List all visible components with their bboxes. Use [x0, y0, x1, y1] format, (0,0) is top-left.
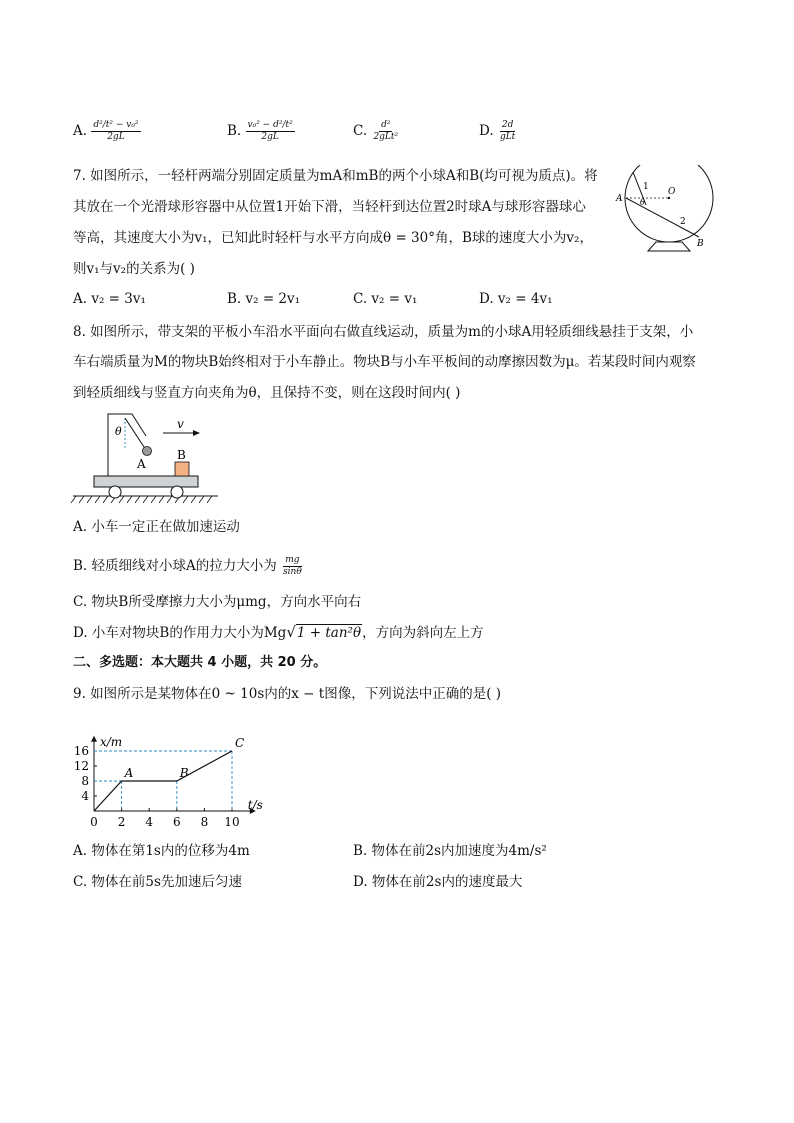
q6-option-c-label: C. [353, 123, 368, 139]
x-tick-label: 0 [90, 815, 98, 829]
cart-wheel-right [171, 486, 183, 498]
q6-option-a-fraction [91, 120, 140, 143]
q7-option-a: A. v₂ = 3v₁ [73, 291, 146, 307]
q9-option-a: A. 物体在第1s内的位移为4m [73, 843, 250, 859]
y-tick-label: 4 [81, 789, 89, 803]
sphere-container [625, 165, 713, 242]
q8-line-3: 到轻质细线与竖直方向夹角为θ，且保持不变，则在这段时间内( ) [73, 385, 461, 401]
q6-option-c-fraction [371, 120, 400, 143]
q6-option-d-numerator: 2d [501, 120, 514, 130]
block-b [175, 462, 189, 476]
q8-option-d-radicand: 1 + tan²θ [296, 625, 362, 641]
q8-line-1: 8. 如图所示，带支架的平板小车沿水平面向右做直线运动，质量为m的小球A用轻质细线悬挂于支架，小 [73, 324, 694, 340]
q9-option-b: B. 物体在前2s内加速度为4m/s² [353, 843, 547, 859]
q9-option-c: C. 物体在前5s先加速后匀速 [73, 874, 242, 890]
q8-option-b-fraction [281, 555, 304, 578]
q6-option-c-denominator: 2gLt² [373, 132, 399, 142]
q8-option-d-text: D. 小车对物块B的作用力大小为Mg [73, 625, 287, 641]
q9-line-1: 9. 如图所示是某物体在0 ~ 10s内的x − t图像，下列说法中正确的是( ) [73, 686, 502, 702]
label-b: B [177, 448, 186, 462]
q7-line-4: 则v₁与v₂的关系为( ) [73, 261, 195, 277]
label-1: 1 [643, 182, 649, 192]
rod-position-2 [626, 198, 699, 237]
q6-option-a-label: A. [73, 123, 88, 139]
q6-option-b-fraction [246, 120, 295, 143]
ground-hatch [71, 496, 212, 503]
label-v: v [177, 417, 184, 431]
label-theta: θ [115, 425, 122, 438]
q8-option-b-text: B. 轻质细线对小球A的拉力大小为 [73, 558, 277, 574]
label-a: A [616, 194, 623, 204]
velocity-arrowhead [193, 430, 200, 436]
q7-line-2: 其放在一个光滑球形容器中从位置1开始下滑，当轻杆到达位置2时球A与球形容器球心 [73, 199, 586, 215]
section-title-multiple-choice: 二、多选题：本大题共 4 小题，共 20 分。 [73, 655, 327, 670]
q8-option-b [73, 555, 304, 578]
ball-a [143, 447, 152, 456]
q7-line-1: 7. 如图所示，一轻杆两端分别固定质量为mA和mB的两个小球A和B(均可视为质点)。将 [73, 168, 598, 184]
sphere-stand [648, 242, 690, 251]
point-label-c: C [235, 736, 245, 750]
center-point [668, 197, 670, 199]
cart-plate [94, 476, 198, 487]
label-o: O [668, 187, 676, 197]
q8-option-d [73, 622, 484, 643]
cart-wheel-left [109, 486, 121, 498]
y-axis-arrow [91, 736, 97, 742]
sqrt-symbol: √ [286, 623, 296, 641]
q7-option-d: D. v₂ = 4v₁ [479, 291, 553, 307]
q6-option-a-numerator: d²/t² − v₀² [93, 120, 139, 130]
x-tick-label: 8 [200, 815, 209, 829]
x-tick-label: 2 [117, 815, 126, 829]
q6-option-a-denominator: 2gL [107, 132, 125, 142]
q6-option-d [479, 120, 517, 143]
q6-option-c [353, 120, 400, 143]
q8-option-a: A. 小车一定正在做加速运动 [73, 519, 240, 535]
q9-xt-chart [70, 713, 320, 831]
point-label-b: B [179, 766, 189, 780]
x-tick-label: 10 [224, 815, 240, 829]
q9-option-d: D. 物体在前2s内的速度最大 [353, 874, 523, 890]
q6-option-d-fraction [498, 120, 517, 143]
q6-option-c-numerator: d² [381, 120, 391, 130]
q6-option-b-denominator: 2gL [261, 132, 279, 142]
q6-option-a [73, 120, 141, 143]
q6-option-d-label: D. [479, 123, 494, 139]
q8-line-2: 车右端质量为M的物块B始终相对于小车静止。物块B与小车平板间的动摩擦因数为μ。若某段时间内观察 [73, 354, 696, 370]
y-axis-label: x/m [100, 734, 123, 749]
label-a: A [137, 457, 146, 471]
label-2: 2 [680, 217, 686, 227]
label-theta: θ [640, 198, 645, 207]
point-label-a: A [124, 766, 134, 780]
y-tick-label: 16 [73, 744, 89, 758]
q7-sphere-figure [612, 165, 727, 255]
q8-cart-figure [70, 410, 225, 510]
string [125, 418, 146, 450]
q6-option-d-denominator: gLt [499, 132, 516, 142]
x-tick-label: 6 [172, 815, 181, 829]
y-tick-label: 8 [81, 774, 89, 788]
q8-option-b-numerator: mg [285, 555, 300, 565]
label-b: B [697, 239, 704, 249]
q6-option-b [227, 120, 295, 143]
q8-option-b-denominator: sinθ [283, 567, 302, 577]
y-tick-label: 12 [73, 759, 89, 773]
q7-option-b: B. v₂ = 2v₁ [227, 291, 301, 307]
q8-option-d-suffix: ，方向为斜向左上方 [362, 625, 484, 641]
q7-line-3: 等高，其速度大小为v₁，已知此时轻杆与水平方向成θ = 30°角，B球的速度大小为v₂， [73, 230, 593, 246]
q6-option-b-numerator: v₀² − d²/t² [247, 120, 293, 130]
q6-option-b-label: B. [227, 123, 242, 139]
q8-option-c: C. 物块B所受摩擦力大小为μmg，方向水平向右 [73, 594, 362, 610]
x-axis-label: t/s [247, 798, 263, 812]
q7-option-c: C. v₂ = v₁ [353, 291, 418, 307]
x-tick-label: 4 [145, 815, 154, 829]
